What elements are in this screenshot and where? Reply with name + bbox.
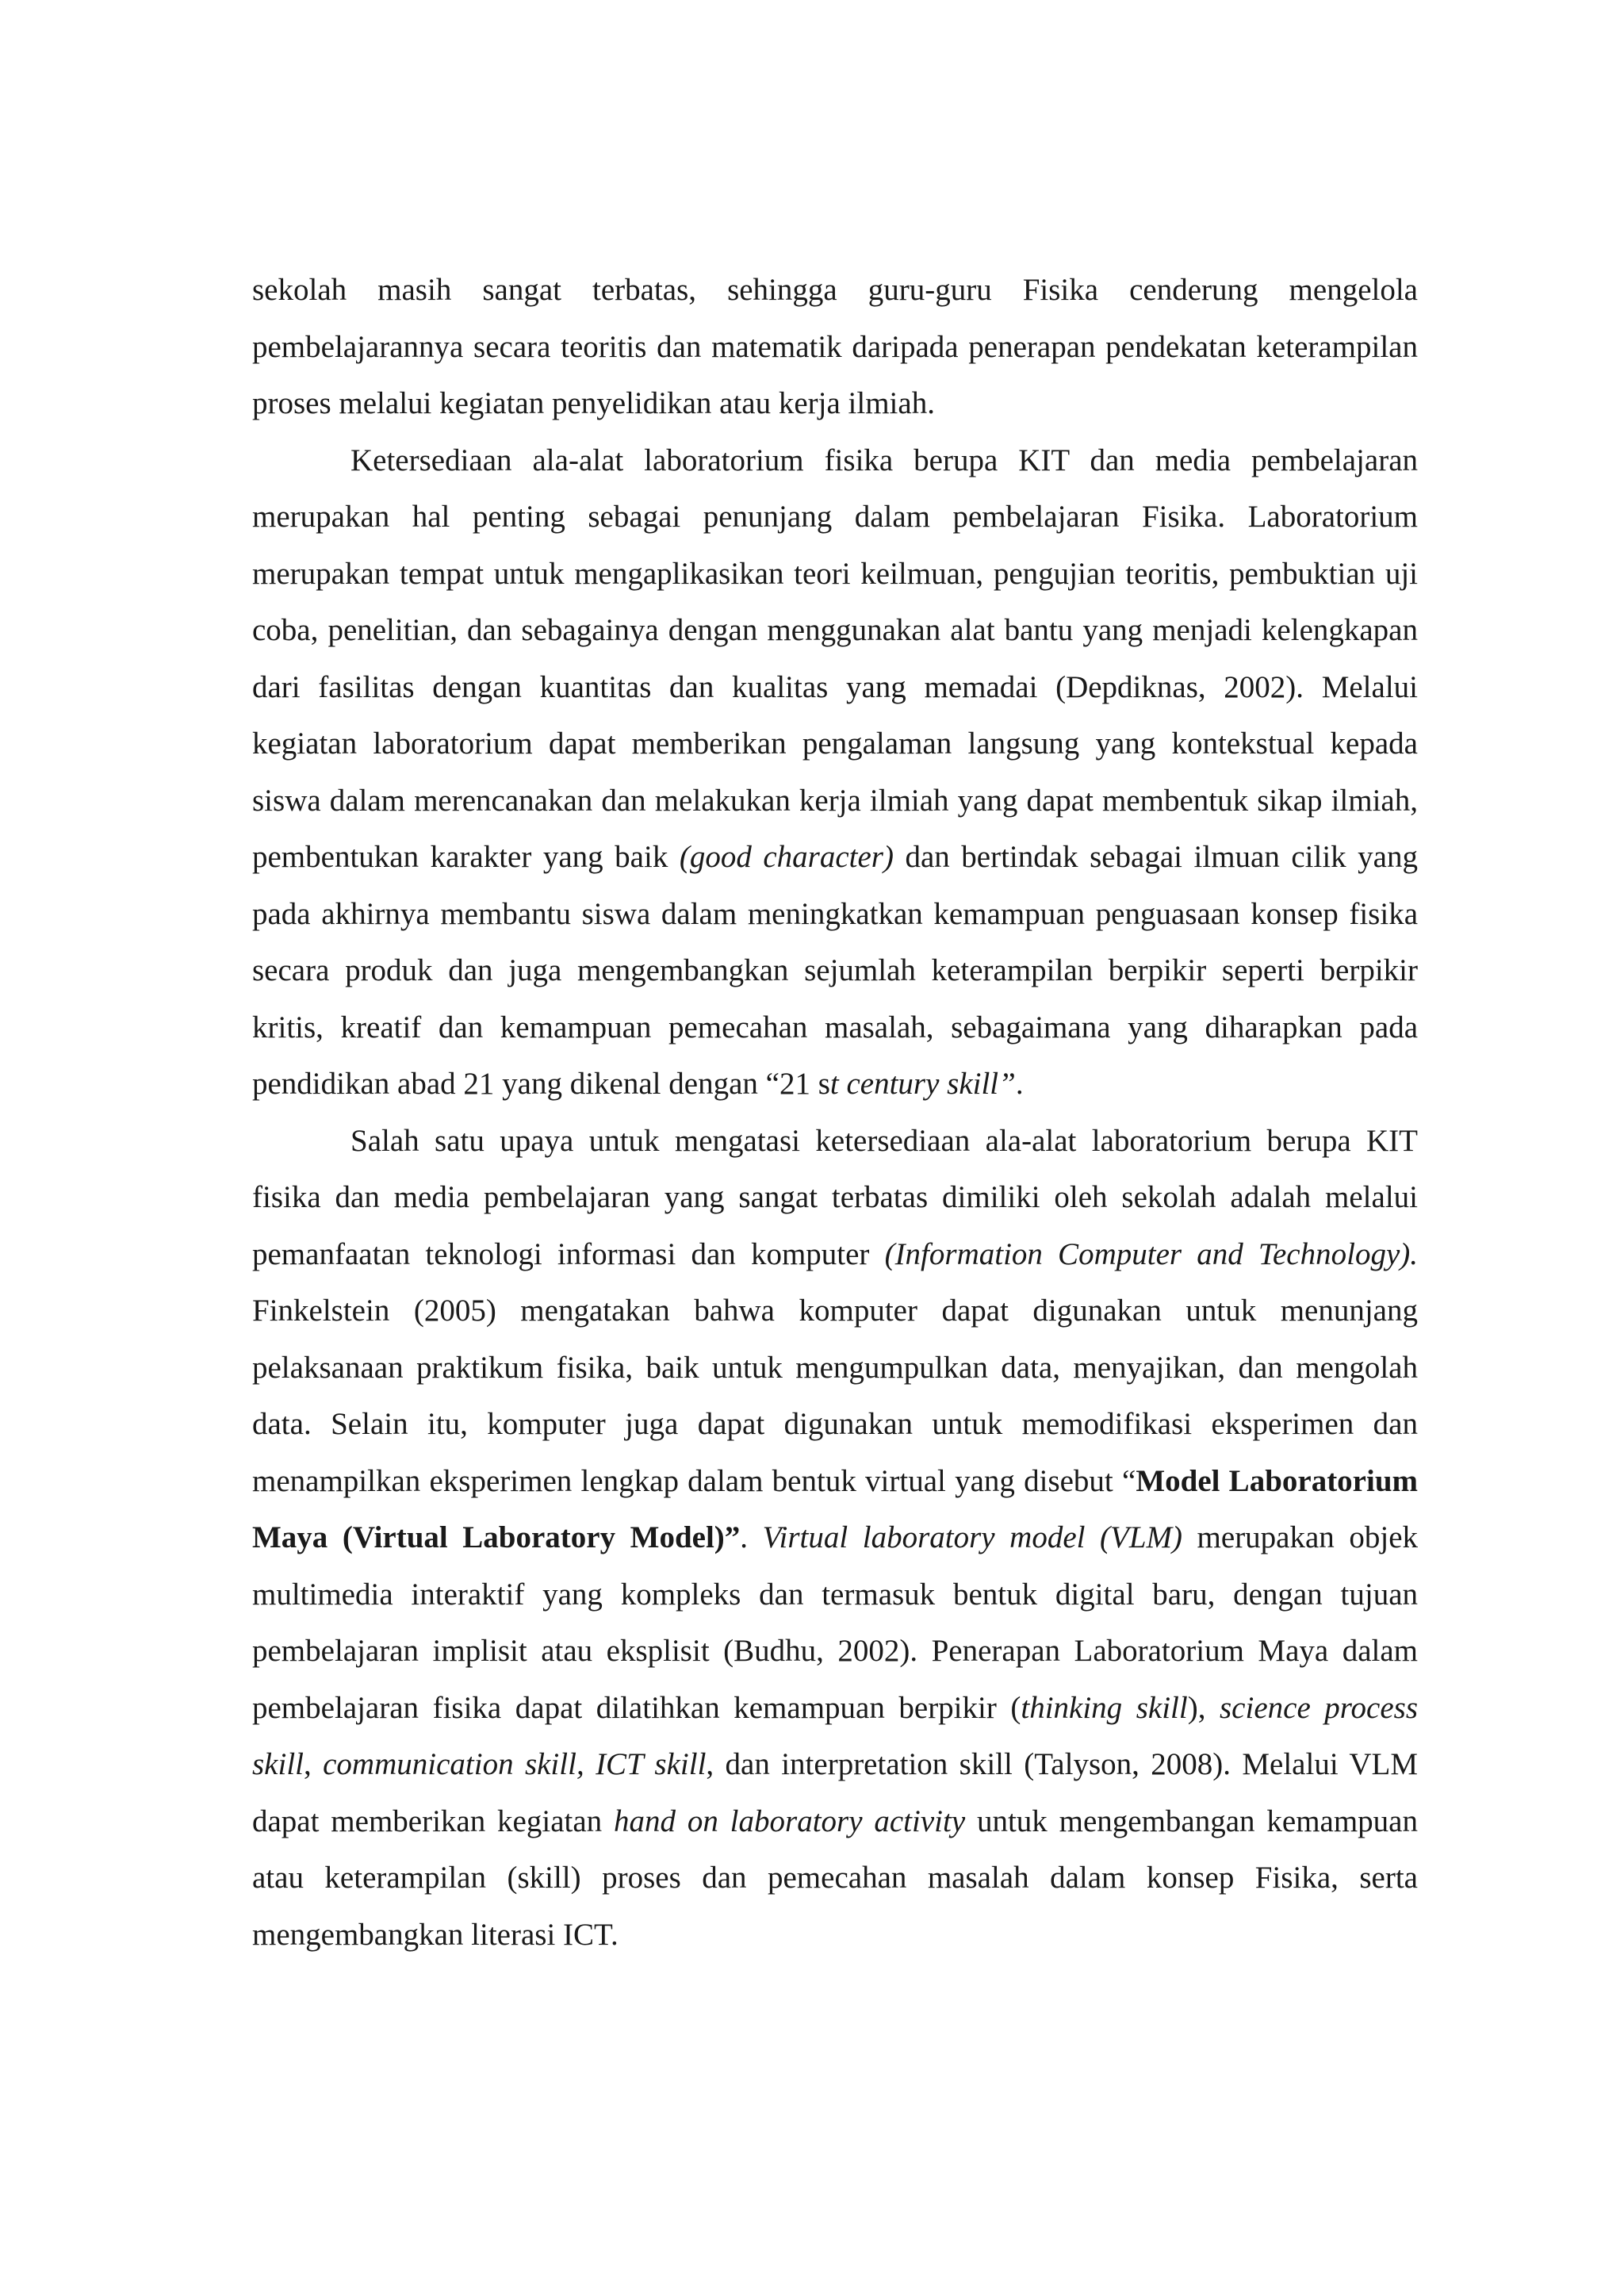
italic-span: communication skill, ICT skill — [323, 1747, 707, 1781]
text-span: untuk mengembangan kemampuan atau keterampilan (skill) proses dan pemecahan masalah dalam konsep Fisika, serta mengembangkan literasi ICT. — [252, 1803, 1418, 1952]
italic-span: science process skill — [252, 1690, 1418, 1781]
text-span: sekolah masih sangat terbatas, sehingga guru-guru Fisika cenderung mengelola pembelajarannya secara teoritis dan matematik daripada penerapan pendekatan keterampilan proses melalui kegiatan penyelidikan atau kerja ilmiah. — [252, 273, 1418, 420]
italic-span: hand on laboratory activity — [614, 1803, 966, 1838]
italic-span: t century skill” — [829, 1067, 1016, 1101]
text-span: dan bertindak sebagai ilmuan cilik yang pada akhirnya membantu siswa dalam meningkatkan kemampuan penguasaan konsep fisika secara produk dan juga mengembangkan sejumlah keterampilan berpikir seperti berpikir kritis, kreatif dan kemampuan pemecahan masalah, sebagaimana yang diharapkan pada pendidikan abad 21 yang dikenal dengan “21 s — [252, 840, 1418, 1101]
text-span: ), — [1187, 1690, 1220, 1725]
bold-span: Model Laboratorium Maya (Virtual Laboratory Model)” — [252, 1463, 1419, 1554]
text-span: . — [740, 1520, 763, 1554]
italic-span: (Information Computer and Technology). — [884, 1236, 1418, 1271]
text-span: Finkelstein (2005) mengatakan bahwa komputer dapat digunakan untuk menunjang pelaksanaan praktikum fisika, baik untuk mengumpulkan data, menyajikan, dan mengolah data. Selain itu, komputer juga dapat digunakan untuk memodifikasi eksperimen dan menampilkan eksperimen lengkap dalam bentuk virtual yang disebut “ — [252, 1294, 1418, 1498]
text-span: merupakan objek multimedia interaktif yang kompleks dan termasuk bentuk digital baru, dengan tujuan pembelajaran implisit atau eksplisit (Budhu, 2002). Penerapan Laboratorium Maya dalam pembelajaran fisika dapat dilatihkan kemampuan berpikir ( — [252, 1520, 1419, 1725]
text-span: , dan interpretation skill (Talyson, 2008). Melalui VLM dapat memberikan kegiatan — [252, 1747, 1418, 1838]
italic-span: (good character) — [679, 840, 894, 874]
paragraph-2 — [252, 432, 1418, 1113]
text-span: . — [1015, 1067, 1024, 1101]
paragraph-3 — [252, 1113, 1418, 1964]
text-span: , — [304, 1747, 324, 1781]
document-page — [252, 262, 1418, 1963]
italic-span: Virtual laboratory model (VLM) — [762, 1520, 1182, 1554]
text-span: Salah satu upaya untuk mengatasi ketersediaan ala-alat laboratorium berupa KIT fisika dan media pembelajaran yang sangat terbatas dimiliki oleh sekolah adalah melalui pemanfaatan teknologi informasi dan komputer — [252, 1123, 1418, 1271]
paragraph-1 — [252, 262, 1418, 432]
text-span: Ketersediaan ala-alat laboratorium fisika berupa KIT dan media pembelajaran merupakan hal penting sebagai penunjang dalam pembelajaran Fisika. Laboratorium merupakan tempat untuk mengaplikasikan teori keilmuan, pengujian teoritis, pembuktian uji coba, penelitian, dan sebagainya dengan menggunakan alat bantu yang menjadi kelengkapan dari fasilitas dengan kuantitas dan kualitas yang memadai (Depdiknas, 2002). Melalui kegiatan laboratorium dapat memberikan pengalaman langsung yang kontekstual kepada siswa dalam merencanakan dan melakukan kerja ilmiah yang dapat membentuk sikap ilmiah, pembentukan karakter yang baik — [252, 443, 1418, 874]
italic-span: thinking skill — [1021, 1690, 1188, 1725]
